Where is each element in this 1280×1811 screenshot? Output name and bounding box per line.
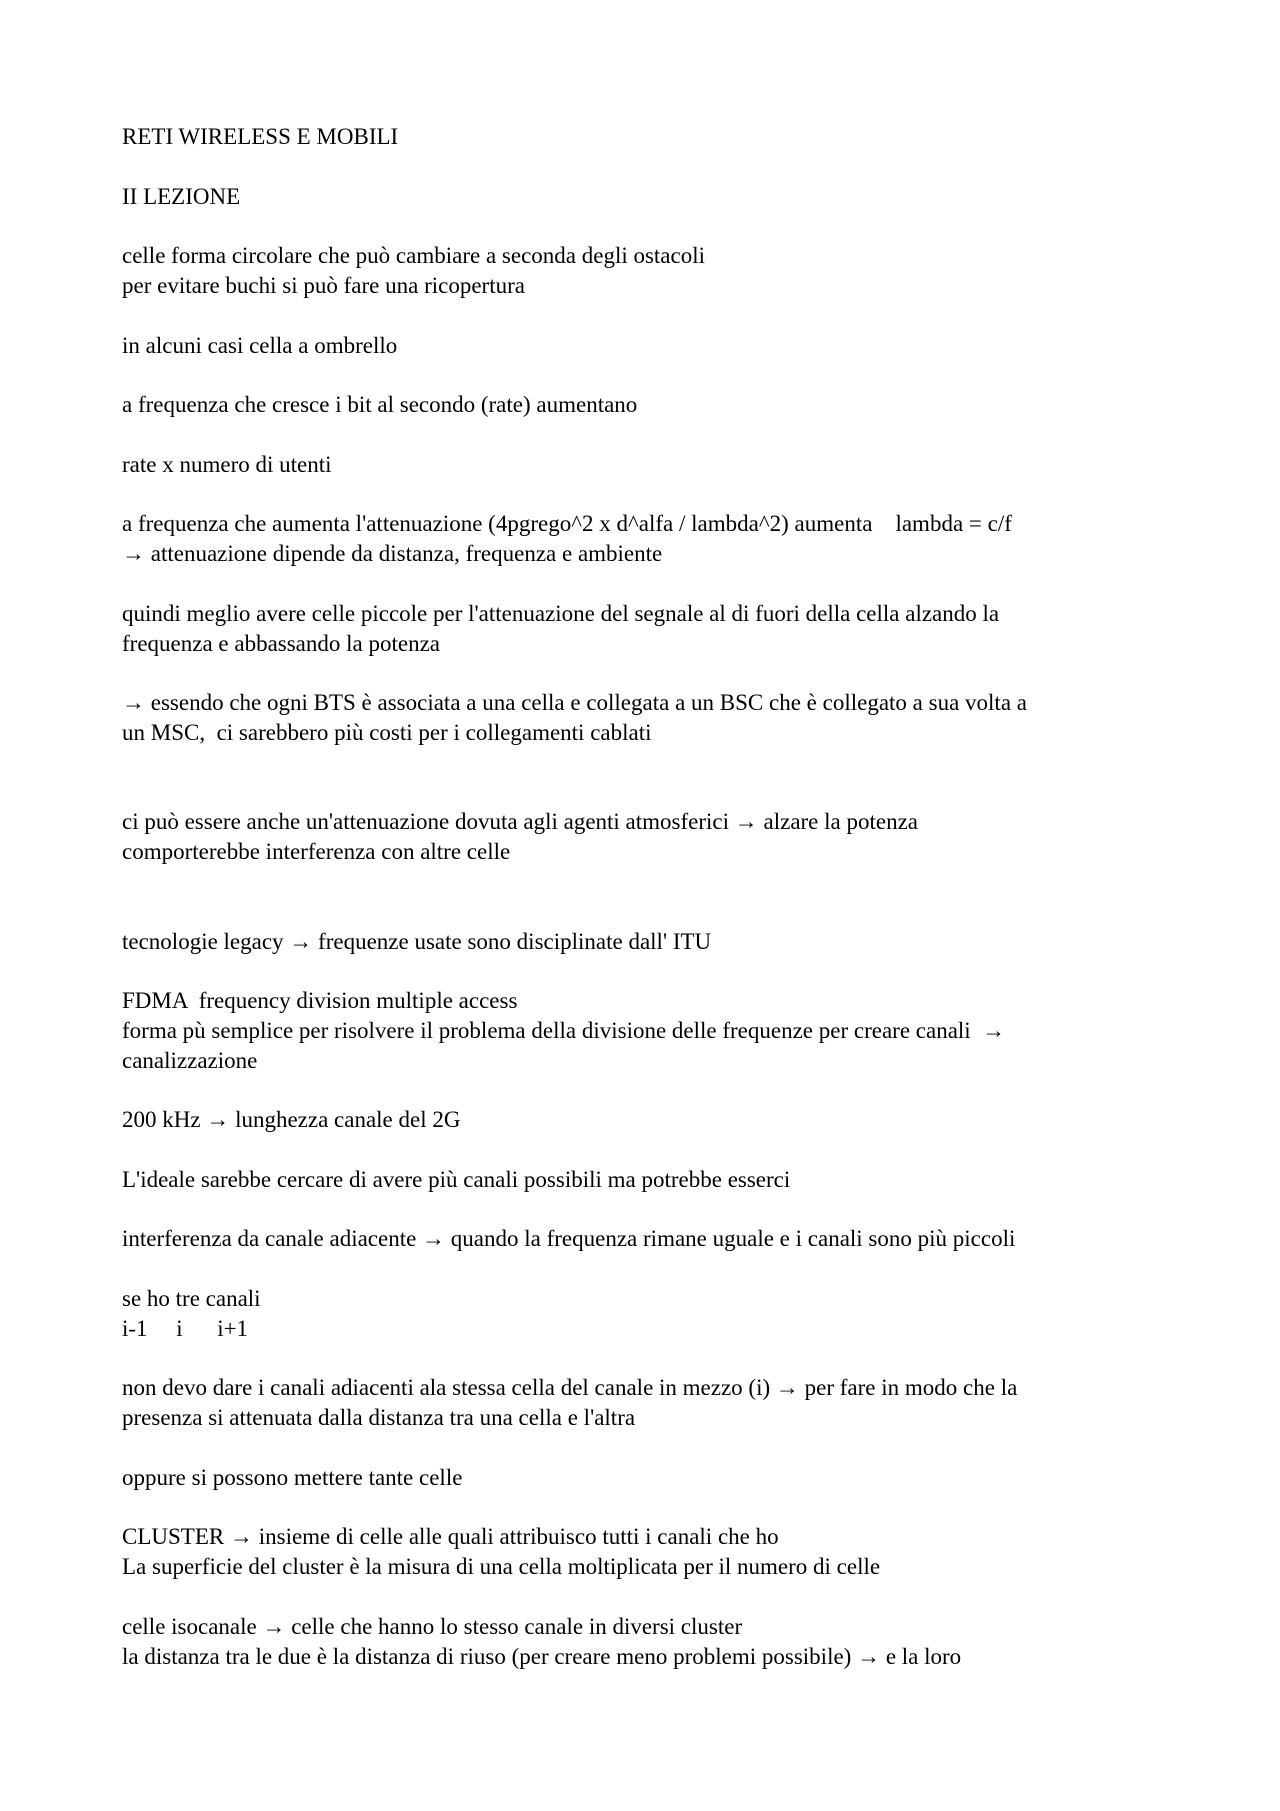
text-line: CLUSTER → insieme di celle alle quali attribuisco tutti i canali che ho (122, 1524, 779, 1550)
text-line: celle forma circolare che può cambiare a seconda degli ostacoli (122, 243, 706, 269)
text-line: in alcuni casi cella a ombrello (122, 332, 398, 358)
text-line: comporterebbe interferenza con altre celle (122, 839, 511, 865)
text-line: a frequenza che cresce i bit al secondo (rate) aumentano (122, 392, 638, 418)
text-line: per evitare buchi si può fare una ricopertura (122, 272, 525, 298)
text-line: quindi meglio avere celle piccole per l'attenuazione del segnale al di fuori della cella alzando la (122, 600, 1000, 626)
text-line: → attenuazione dipende da distanza, frequenza e ambiente (122, 541, 663, 567)
text-line: canalizzazione (122, 1047, 258, 1073)
text-line: se ho tre canali (122, 1286, 261, 1312)
text-line: 200 kHz → lunghezza canale del 2G (122, 1107, 461, 1133)
text-line: un MSC, ci sarebbero più costi per i collegamenti cablati (122, 719, 652, 745)
text-line: L'ideale sarebbe cercare di avere più canali possibili ma potrebbe esserci (122, 1166, 791, 1192)
text-line: i-1 i i+1 (122, 1315, 249, 1341)
document-body (122, 122, 1162, 1671)
text-line: la distanza tra le due è la distanza di riuso (per creare meno problemi possibile) → e la loro (122, 1643, 962, 1669)
text-line: ci può essere anche un'attenuazione dovuta agli agenti atmosferici → alzare la potenza (122, 809, 919, 835)
text-line: a frequenza che aumenta l'attenuazione (4pgrego^2 x d^alfa / lambda^2) aumenta lambda = c/f (122, 511, 1012, 537)
text-line: tecnologie legacy → frequenze usate sono disciplinate dall' ITU (122, 928, 712, 954)
text-line: frequenza e abbassando la potenza (122, 630, 441, 656)
text-line: rate x numero di utenti (122, 451, 332, 477)
document-title: RETI WIRELESS E MOBILI (122, 124, 399, 149)
text-line: interferenza da canale adiacente → quando la frequenza rimane uguale e i canali sono più piccoli (122, 1226, 1016, 1252)
text-line: celle isocanale → celle che hanno lo stesso canale in diversi cluster (122, 1613, 743, 1639)
lesson-heading: II LEZIONE (122, 183, 241, 209)
text-line: presenza si attenuata dalla distanza tra una cella e l'altra (122, 1405, 636, 1431)
text-line: forma pù semplice per risolvere il problema della divisione delle frequenze per creare canali → (122, 1017, 1006, 1043)
text-line: FDMA frequency division multiple access (122, 988, 518, 1014)
text-line: oppure si possono mettere tante celle (122, 1464, 463, 1490)
text-line: → essendo che ogni BTS è associata a una cella e collegata a un BSC che è collegato a sua volta a (122, 690, 1027, 716)
text-line: non devo dare i canali adiacenti ala stessa cella del canale in mezzo (i) → per fare in modo che la (122, 1375, 1018, 1401)
text-line: La superficie del cluster è la misura di una cella moltiplicata per il numero di celle (122, 1554, 881, 1580)
